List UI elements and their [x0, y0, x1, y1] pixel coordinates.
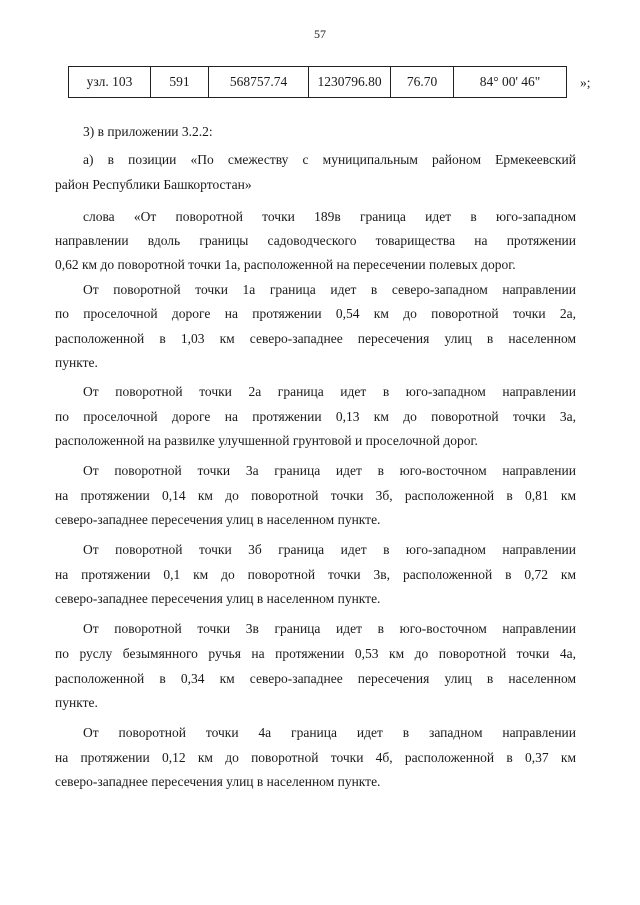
- paragraph-text-line: на протяжении 0,1 км до поворотной точки 3в, расположенной в 0,72 км: [55, 567, 576, 582]
- section-heading: 3) в приложении 3.2.2:: [83, 124, 213, 139]
- paragraph-text-line: расположенной на развилке улучшенной грунтовой и проселочной дорог.: [55, 433, 478, 448]
- table-cell-y: 1230796.80: [309, 67, 391, 97]
- paragraph-text-line: расположенной в 1,03 км северо-западнее пересечения улиц в населенном: [55, 331, 576, 346]
- table-closing-quote: »;: [580, 75, 591, 90]
- paragraph-text-line: слова «От поворотной точки 189в граница идет в юго-западном: [83, 209, 576, 224]
- table-cell-x: 568757.74: [209, 67, 309, 97]
- page-number: 57: [314, 27, 326, 41]
- paragraph-text-line: на протяжении 0,12 км до поворотной точки 4б, расположенной в 0,37 км: [55, 750, 576, 765]
- paragraph-text-line: северо-западнее пересечения улиц в населенном пункте.: [55, 512, 381, 527]
- paragraph-text-line: северо-западнее пересечения улиц в населенном пункте.: [55, 774, 381, 789]
- paragraph-text-line: пункте.: [55, 695, 98, 710]
- table-cell-angle: 84° 00' 46": [479, 74, 541, 89]
- paragraph-text-line: От поворотной точки 3а граница идет в юго-восточном направлении: [83, 463, 576, 478]
- paragraph-text-line: на протяжении 0,14 км до поворотной точки 3б, расположенной в 0,81 км: [55, 488, 576, 503]
- coordinate-table-row: [68, 66, 567, 98]
- table-cell-length: 76.70: [391, 67, 454, 97]
- paragraph-text-line: От поворотной точки 1а граница идет в северо-западном направлении: [83, 282, 576, 297]
- paragraph-text-line: От поворотной точки 3в граница идет в юго-восточном направлении: [83, 621, 576, 636]
- paragraph-text-line: От поворотной точки 3б граница идет в юго-западном направлении: [83, 542, 576, 557]
- paragraph-text-line: по проселочной дороге на протяжении 0,13 км до поворотной точки 3а,: [55, 409, 576, 424]
- item-a-line-2: район Республики Башкортостан»: [55, 177, 252, 192]
- item-a-line-1: а) в позиции «По смежеству с муниципальным районом Ермекеевский: [83, 152, 576, 167]
- paragraph-text-line: по руслу безымянного ручья на протяжении 0,53 км до поворотной точки 4а,: [55, 646, 576, 661]
- paragraph-text-line: От поворотной точки 4а граница идет в западном направлении: [83, 725, 576, 740]
- paragraph-text-line: От поворотной точки 2а граница идет в юго-западном направлении: [83, 384, 576, 399]
- paragraph-text-line: 0,62 км до поворотной точки 1а, расположенной на пересечении полевых дорог.: [55, 257, 516, 272]
- paragraph-text-line: пункте.: [55, 355, 98, 370]
- table-cell-number: 591: [151, 67, 209, 97]
- paragraph-text-line: расположенной в 0,34 км северо-западнее пересечения улиц в населенном: [55, 671, 576, 686]
- paragraph-text-line: направлении вдоль границы садоводческого товарищества на протяжении: [55, 233, 576, 248]
- paragraph-text-line: северо-западнее пересечения улиц в населенном пункте.: [55, 591, 381, 606]
- table-cell-point: узл. 103: [69, 67, 151, 97]
- paragraph-text-line: по проселочной дороге на протяжении 0,54 км до поворотной точки 2а,: [55, 306, 576, 321]
